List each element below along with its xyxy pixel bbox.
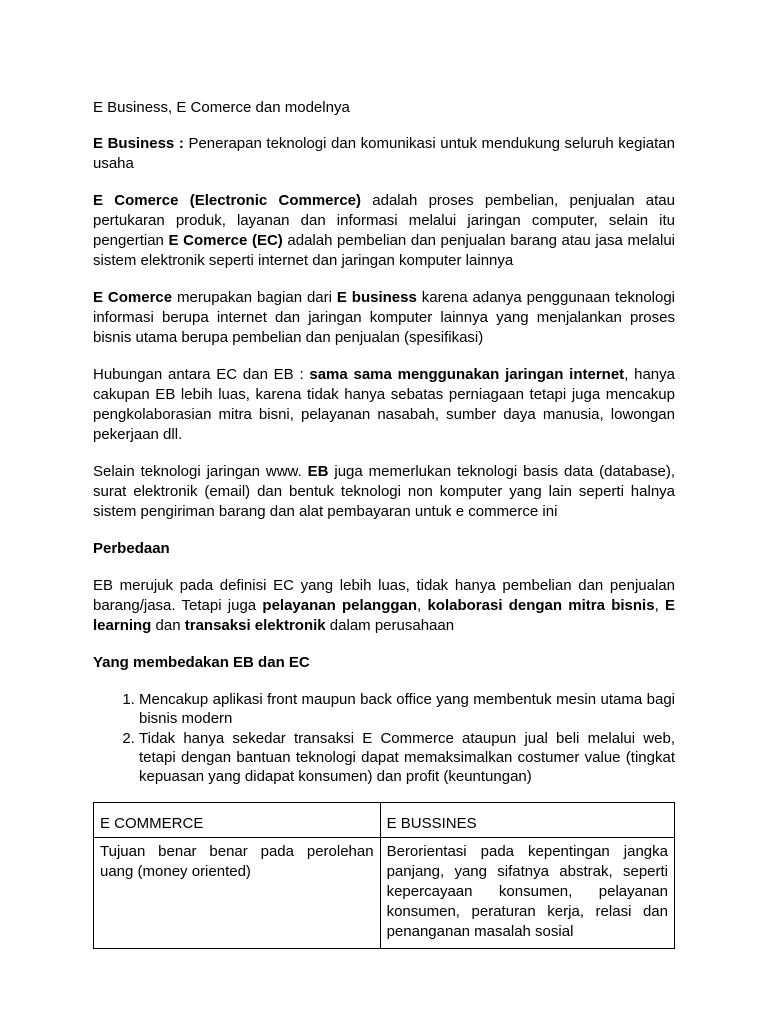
paragraph-text: Penerapan teknologi dan komunikasi untuk mendukung seluruh kegiatan usaha xyxy=(93,135,675,172)
bold-term: kolaborasi dengan mitra bisnis xyxy=(427,597,655,614)
bold-term: EB xyxy=(307,463,329,480)
paragraph-text: juga memerlukan teknologi basis data (database), surat elektronik (email) dan bentuk teknologi non komputer yang lain seperti halnya sistem pengiriman barang dan alat pembayaran untuk e commerce ini xyxy=(93,463,675,520)
bold-term: E learning xyxy=(93,597,676,634)
paragraph-perbedaan xyxy=(93,576,675,636)
paragraph-text: merupakan bagian dari xyxy=(172,289,337,306)
heading-perbedaan xyxy=(93,539,675,559)
paragraph-text: dalam perusahaan xyxy=(325,617,455,634)
heading-text: Perbedaan xyxy=(93,540,170,557)
paragraph-text: , xyxy=(654,597,665,614)
heading-membedakan xyxy=(93,653,675,673)
bold-term: E Business : xyxy=(93,135,184,152)
bold-term: E business xyxy=(336,289,417,306)
paragraph-e-business xyxy=(93,134,675,174)
document-title: E Business, E Comerce dan modelnya xyxy=(93,99,350,116)
table-row xyxy=(94,838,675,949)
bold-term: sama sama menggunakan jaringan internet xyxy=(309,366,625,383)
table-header-cell: E BUSSINES xyxy=(380,803,674,838)
bold-term: transaksi elektronik xyxy=(184,617,326,634)
list-item: 2. Tidak hanya sekedar transaksi E Commerce ataupun jual beli melalui web, tetapi dengan bantuan teknologi dapat memaksimalkan costumer value (tingkat kepuasan yang didapat konsumen) dan profit (keuntungan) xyxy=(139,729,675,786)
paragraph-text: adalah proses pembelian, penjualan atau pertukaran produk, layanan dan informasi melalui jaringan computer, selain itu pengertian xyxy=(93,192,675,249)
paragraph-text: Hubungan antara EC dan EB : xyxy=(93,366,310,383)
bold-term: E Comerce xyxy=(93,289,173,306)
paragraph-teknologi xyxy=(93,462,675,522)
table-cell-text: Tujuan benar benar pada perolehan uang (money oriented) xyxy=(100,843,374,880)
table-cell xyxy=(380,838,674,949)
paragraph-text: Selain teknologi jaringan www. xyxy=(93,463,308,480)
paragraph-e-comerce-part xyxy=(93,288,675,348)
paragraph-text: karena adanya penggunaan teknologi informasi berupa internet dan jaringan komputer lainnya yang menjalankan proses bisnis utama berupa pembelian dan penjualan (spesifikasi) xyxy=(93,289,676,346)
paragraph-text: adalah pembelian dan penjualan barang atau jasa melalui sistem elektronik seperti internet dan jaringan komputer lainnya xyxy=(93,232,675,269)
heading-text: Yang membedakan EB dan EC xyxy=(93,654,310,671)
bold-term: pelayanan pelanggan xyxy=(262,597,418,614)
paragraph-text: , hanya cakupan EB lebih luas, karena tidak hanya sebatas perniagaan tetapi juga mencakup pengkolaborasian mitra bisni, pelayanan nasabah, sumber daya manusia, lowongan pekerjaan dll. xyxy=(93,366,675,443)
table-header-row xyxy=(94,803,675,838)
bold-term: E Comerce (EC) xyxy=(168,232,283,249)
paragraph-text: EB merujuk pada definisi EC yang lebih luas, tidak hanya pembelian dan penjualan barang/jasa. Tetapi juga xyxy=(93,577,675,614)
table-cell xyxy=(94,838,381,949)
paragraph-hubungan xyxy=(93,365,675,445)
paragraph-e-comerce-definition xyxy=(93,191,675,271)
bold-term: E Comerce (Electronic Commerce) xyxy=(93,192,362,209)
table-cell-text: Berorientasi pada kepentingan jangka panjang, yang sifatnya abstrak, seperti kepercayaan konsumen, pelayanan konsumen, peraturan kerja, relasi dan penanganan masalah sosial xyxy=(386,843,668,940)
paragraph-text: , xyxy=(417,597,428,614)
table-header-cell: E COMMERCE xyxy=(94,803,381,838)
numbered-list xyxy=(93,690,675,786)
document-content xyxy=(93,98,675,949)
comparison-table xyxy=(93,802,675,949)
paragraph-text: dan xyxy=(151,617,185,634)
list-item: 1. Mencakup aplikasi front maupun back office yang membentuk mesin utama bagi bisnis modern xyxy=(139,690,675,728)
